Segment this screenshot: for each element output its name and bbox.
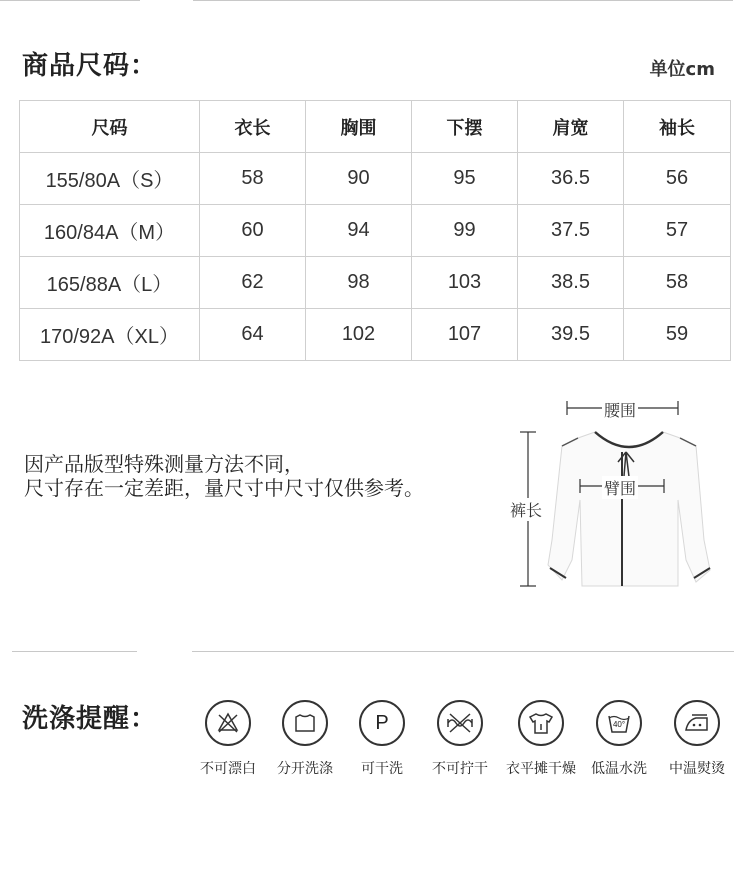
table-row xyxy=(20,205,731,257)
cell-sleeve: 58 xyxy=(624,257,731,309)
waist-label: 腰围 xyxy=(602,398,638,421)
care-label: 可干洗 xyxy=(361,761,403,777)
section-divider-left xyxy=(12,651,137,652)
measurement-note xyxy=(24,452,424,500)
garment-diagram xyxy=(500,390,730,600)
arm-label: 臂围 xyxy=(602,476,638,499)
table-row xyxy=(20,153,731,205)
wash-temp-symbol: 40° xyxy=(612,720,626,729)
cell-sleeve: 56 xyxy=(624,153,731,205)
care-item xyxy=(270,700,340,778)
cell-size: 160/84A（M） xyxy=(20,205,200,257)
care-label: 不可漂白 xyxy=(200,761,256,777)
care-label: 分开洗涤 xyxy=(277,761,333,777)
cell-hem: 95 xyxy=(412,153,518,205)
cell-shoulder: 37.5 xyxy=(518,205,624,257)
cell-size: 155/80A（S） xyxy=(20,153,200,205)
care-item xyxy=(662,700,732,778)
header-length: 衣长 xyxy=(200,101,306,153)
header-sleeve: 袖长 xyxy=(624,101,731,153)
care-item xyxy=(347,700,417,778)
no-bleach-icon xyxy=(205,700,251,746)
cell-hem: 103 xyxy=(412,257,518,309)
care-item xyxy=(584,700,654,778)
top-divider-left xyxy=(0,0,140,1)
measurement-note-line1: 因产品版型特殊测量方法不同， xyxy=(24,452,304,476)
care-section-title: 洗涤提醒： xyxy=(22,704,158,734)
cell-shoulder: 36.5 xyxy=(518,153,624,205)
top-divider-right xyxy=(193,0,733,1)
care-label: 中温熨烫 xyxy=(669,761,725,777)
header-shoulder: 肩宽 xyxy=(518,101,624,153)
measurement-note-line2: 尺寸存在一定差距，量尺寸中尺寸仅供参考。 xyxy=(24,476,424,500)
size-table xyxy=(19,100,731,361)
medium-iron-icon xyxy=(674,700,720,746)
cell-shoulder: 39.5 xyxy=(518,309,624,361)
cell-sleeve: 59 xyxy=(624,309,731,361)
care-item xyxy=(501,700,581,778)
care-label: 衣平摊干燥 xyxy=(506,761,576,777)
cell-hem: 99 xyxy=(412,205,518,257)
care-label: 低温水洗 xyxy=(591,761,647,777)
cell-shoulder: 38.5 xyxy=(518,257,624,309)
care-icons-row xyxy=(196,700,736,790)
care-label: 不可拧干 xyxy=(432,761,488,777)
table-row xyxy=(20,309,731,361)
cell-bust: 102 xyxy=(306,309,412,361)
cell-hem: 107 xyxy=(412,309,518,361)
cell-bust: 98 xyxy=(306,257,412,309)
cell-length: 58 xyxy=(200,153,306,205)
cell-sleeve: 57 xyxy=(624,205,731,257)
cell-bust: 94 xyxy=(306,205,412,257)
length-label: 裤长 xyxy=(508,498,544,521)
flat-dry-icon xyxy=(518,700,564,746)
dry-clean-symbol: P xyxy=(375,712,389,734)
cell-bust: 90 xyxy=(306,153,412,205)
size-table-header xyxy=(20,101,731,153)
header-size: 尺码 xyxy=(20,101,200,153)
wash-separately-icon xyxy=(282,700,328,746)
care-item xyxy=(193,700,263,778)
dry-clean-p-icon xyxy=(359,700,405,746)
cell-length: 60 xyxy=(200,205,306,257)
header-bust: 胸围 xyxy=(306,101,412,153)
section-divider-right xyxy=(192,651,734,652)
no-wring-icon xyxy=(437,700,483,746)
cell-length: 64 xyxy=(200,309,306,361)
care-item xyxy=(425,700,495,778)
low-temp-wash-icon xyxy=(596,700,642,746)
cell-size: 165/88A（L） xyxy=(20,257,200,309)
table-row xyxy=(20,257,731,309)
cell-size: 170/92A（XL） xyxy=(20,309,200,361)
unit-label: 单位cm xyxy=(649,59,715,80)
cell-length: 62 xyxy=(200,257,306,309)
size-section-title: 商品尺码： xyxy=(22,51,158,81)
header-hem: 下摆 xyxy=(412,101,518,153)
